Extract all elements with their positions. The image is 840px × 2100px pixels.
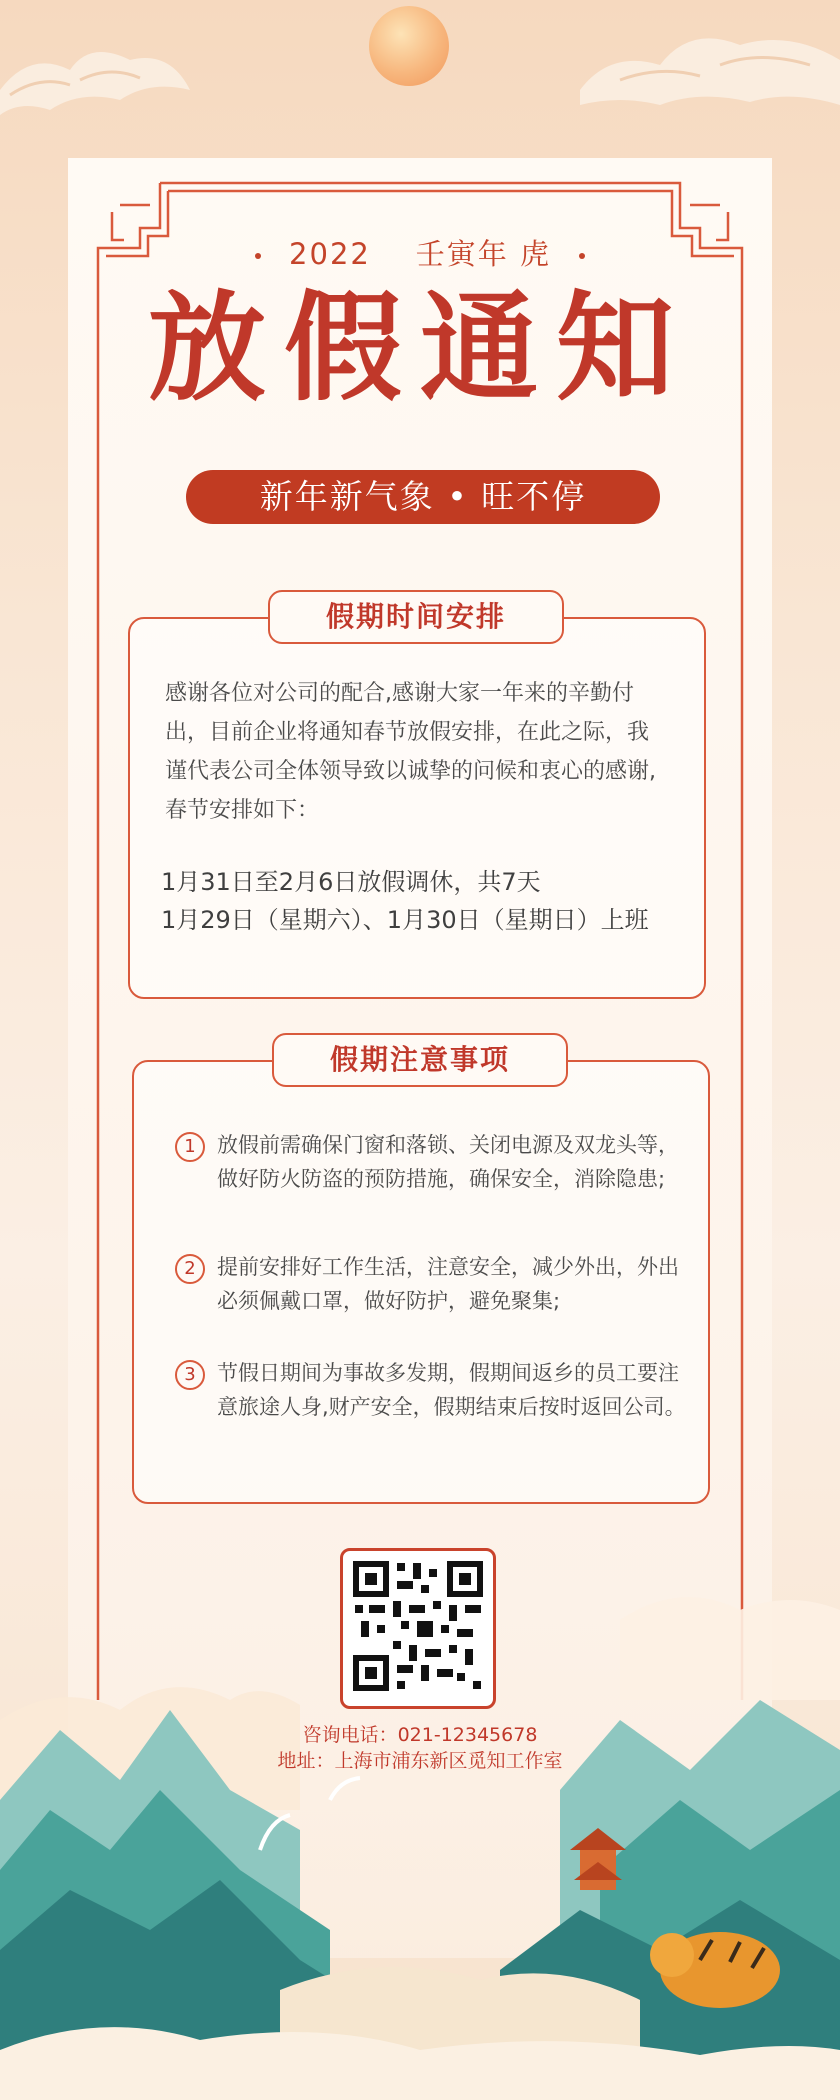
year-text: 2022: [289, 237, 371, 271]
dot-icon: [255, 253, 261, 259]
contact-phone: 咨询电话：021-12345678: [302, 1724, 538, 1746]
schedule-line-1: 1月31日至2月6日放假调休，共7天: [161, 868, 541, 896]
schedule-line-2: 1月29日（星期六）、1月30日（星期日）上班: [161, 906, 649, 934]
item-text: 提前安排好工作生活，注意安全，减少外出，外出必须佩戴口罩，做好防护，避免聚集;: [217, 1255, 679, 1313]
slogan-badge: 新年新气象 • 旺不停: [186, 470, 660, 524]
schedule-intro: 感谢各位对公司的配合,感谢大家一年来的辛勤付出，目前企业将通知春节放假安排，在此之际，我谨代表公司全体领导致以诚挚的问候和衷心的感谢,春节安排如下：: [165, 681, 656, 823]
dot-icon: [579, 253, 585, 259]
qr-code-icon: [353, 1561, 483, 1691]
item-number: 2: [175, 1254, 205, 1284]
year-line: [0, 232, 840, 273]
item-number: 3: [175, 1360, 205, 1390]
schedule-heading: 假期时间安排: [268, 590, 564, 644]
item-text: 放假前需确保门窗和落锁、关闭电源及双龙头等，做好防火防盗的预防措施，确保安全，消除隐患;: [217, 1133, 679, 1191]
zodiac-text: 壬寅年 虎: [415, 237, 551, 271]
item-text: 节假日期间为事故多发期，假期间返乡的员工要注意旅途人身,财产安全，假期结束后按时返回公司。: [217, 1361, 686, 1419]
contact-address: 地址：上海市浦东新区觅知工作室: [277, 1750, 563, 1772]
item-number: 1: [175, 1132, 205, 1162]
page-title: 放假通知: [147, 278, 692, 417]
notes-heading: 假期注意事项: [272, 1033, 568, 1087]
qr-code[interactable]: [340, 1548, 496, 1709]
